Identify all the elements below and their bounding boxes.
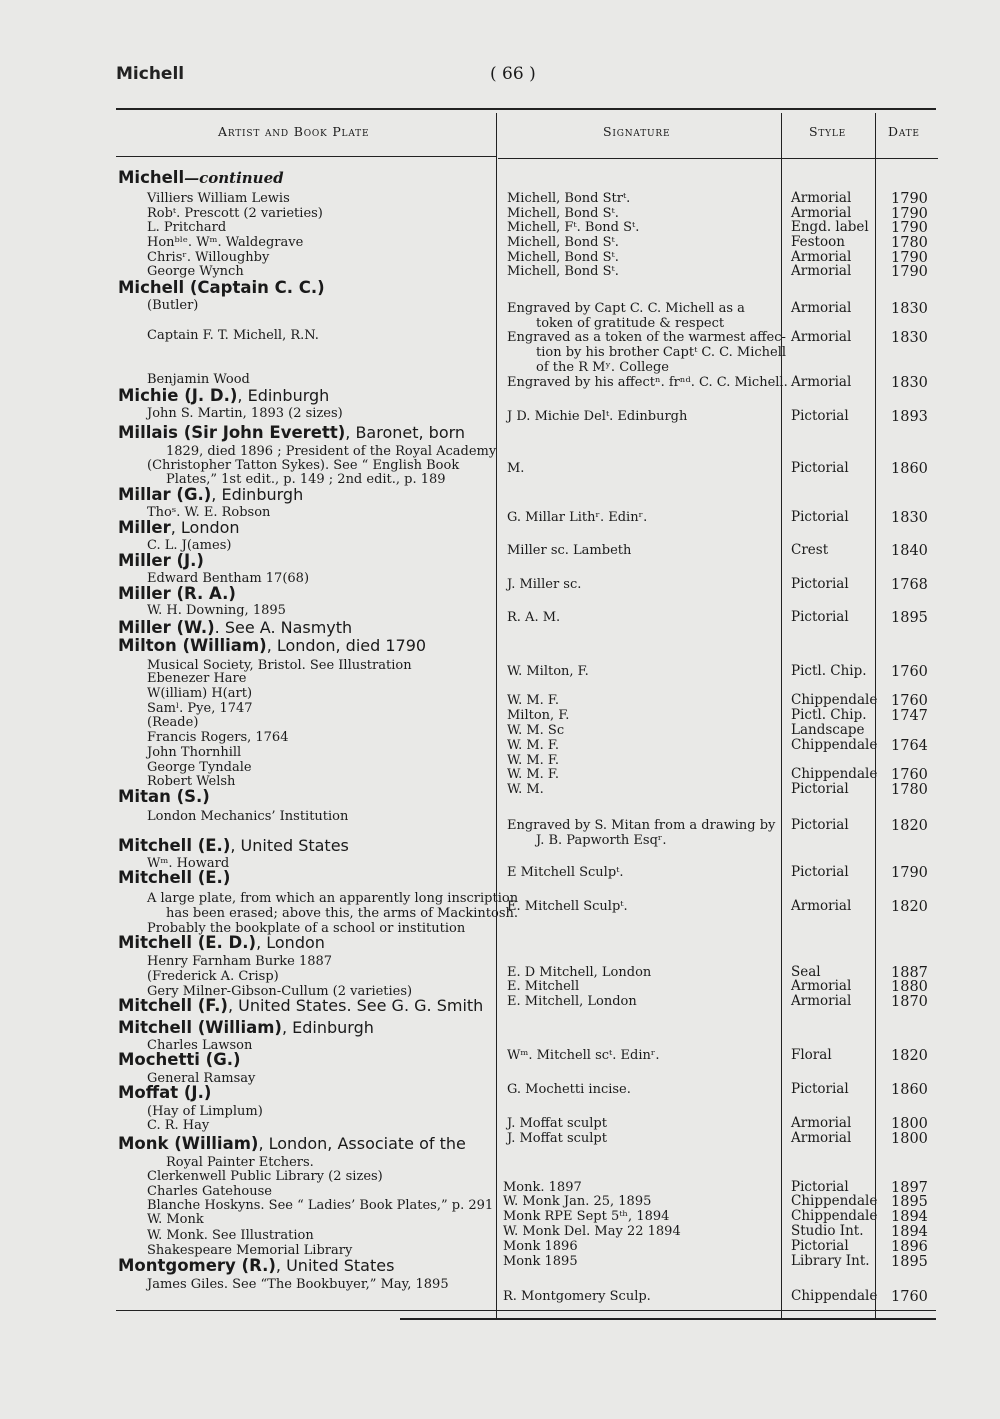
engraver-name: Miller (W.) bbox=[118, 618, 215, 637]
engraver-detail: , Edinburgh bbox=[281, 1018, 374, 1037]
bookplate-owner: Royal Painter Etchers. bbox=[166, 1155, 314, 1170]
plate-style: Armorial bbox=[791, 300, 852, 316]
plate-style: Armorial bbox=[791, 249, 852, 265]
signature-text: G. Mochetti incise. bbox=[507, 1082, 631, 1097]
signature-text: Wᵐ. Mitchell scᵗ. Edinʳ. bbox=[507, 1048, 660, 1063]
plate-style: Armorial bbox=[791, 978, 852, 994]
plate-style: Landscape bbox=[791, 722, 865, 738]
signature-text: Engraved as a token of the warmest affec- bbox=[507, 330, 786, 345]
bookplate-owner: Musical Society, Bristol. See Illustration bbox=[147, 658, 412, 673]
plate-style: Chippendale bbox=[791, 1208, 878, 1224]
signature-text: E Mitchell Sculpᵗ. bbox=[507, 865, 624, 880]
bookplate-owner: Francis Rogers, 1764 bbox=[147, 730, 289, 745]
plate-style: Pictorial bbox=[791, 1179, 849, 1195]
plate-style: Armorial bbox=[791, 329, 852, 345]
signature-text: Miller sc. Lambeth bbox=[507, 543, 632, 558]
signature-text: token of gratitude & respect bbox=[536, 316, 725, 331]
entry-heading bbox=[118, 870, 230, 887]
bookplate-owner: Gery Milner-Gibson-Cullum (2 varieties) bbox=[147, 984, 413, 999]
entry-heading bbox=[118, 1085, 211, 1102]
bookplate-owner: Probably the bookplate of a school or institution bbox=[147, 921, 466, 936]
bookplate-owner: Robert Welsh bbox=[147, 774, 236, 789]
page-number: ( 66 ) bbox=[490, 64, 536, 84]
engraver-detail: —continued bbox=[184, 169, 284, 187]
engraver-name: Miller (R. A.) bbox=[118, 584, 236, 603]
signature-text: W. Monk Jan. 25, 1895 bbox=[503, 1194, 652, 1209]
bookplate-owner: Chrisʳ. Willoughby bbox=[147, 250, 270, 265]
entry-heading bbox=[118, 170, 284, 187]
plate-style: Pictorial bbox=[791, 460, 849, 476]
bookplate-owner: Thoˢ. W. E. Robson bbox=[147, 505, 271, 520]
col-header-style: Style bbox=[809, 124, 847, 139]
bookplate-owner: Henry Farnham Burke 1887 bbox=[147, 954, 333, 969]
bookplate-owner: (Christopher Tatton Sykes). See “ English Book bbox=[147, 458, 460, 473]
engraver-name: Monk (William) bbox=[118, 1134, 259, 1153]
bookplate-owner: General Ramsay bbox=[147, 1071, 256, 1086]
plate-style: Engd. label bbox=[791, 219, 869, 235]
bookplate-owner: Charles Lawson bbox=[147, 1038, 253, 1053]
signature-text: W. M. F. bbox=[507, 693, 560, 708]
engraver-name: Moffat (J.) bbox=[118, 1083, 212, 1102]
engraver-name: Michie (J. D.) bbox=[118, 386, 238, 405]
entry-heading bbox=[118, 586, 236, 603]
plate-style: Chippendale bbox=[791, 766, 878, 782]
entry-heading bbox=[118, 935, 325, 952]
bookplate-owner: C. R. Hay bbox=[147, 1118, 210, 1133]
bookplate-owner: Wᵐ. Howard bbox=[147, 856, 230, 871]
plate-date: 1820 bbox=[891, 818, 928, 834]
bookplate-owner: Ebenezer Hare bbox=[147, 671, 247, 686]
header-rule-right bbox=[498, 158, 938, 159]
plate-style: Pictorial bbox=[791, 864, 849, 880]
entry-heading bbox=[118, 638, 426, 655]
engraver-detail: . See A. Nasmyth bbox=[214, 618, 353, 637]
bookplate-owner: John S. Martin, 1893 (2 sizes) bbox=[147, 406, 343, 421]
engraver-name: Mitchell (F.) bbox=[118, 996, 228, 1015]
plate-style: Armorial bbox=[791, 263, 852, 279]
plate-style: Pictorial bbox=[791, 509, 849, 525]
plate-date: 1895 bbox=[891, 1194, 928, 1210]
col-divider-1 bbox=[496, 113, 497, 1318]
plate-date: 1840 bbox=[891, 543, 928, 559]
plate-date: 1896 bbox=[891, 1239, 928, 1255]
engraver-detail: , London bbox=[256, 933, 325, 952]
signature-text: E. D Mitchell, London bbox=[507, 965, 652, 980]
signature-text: Michell, Bond Sᵗ. bbox=[507, 235, 619, 250]
header-rule-left bbox=[116, 156, 496, 157]
plate-date: 1870 bbox=[891, 994, 928, 1010]
plate-style: Pictorial bbox=[791, 1238, 849, 1254]
engraver-name: Millar (G.) bbox=[118, 485, 212, 504]
engraver-detail: , London bbox=[170, 518, 240, 537]
engraver-detail: , Edinburgh bbox=[237, 386, 330, 405]
plate-style: Armorial bbox=[791, 374, 852, 390]
bookplate-owner: 1829, died 1896 ; President of the Royal Academy bbox=[166, 444, 497, 459]
plate-style: Chippendale bbox=[791, 737, 878, 753]
signature-text: tion by his brother Captᵗ C. C. Michell bbox=[536, 345, 787, 360]
engraver-name: Millais (Sir John Everett) bbox=[118, 423, 346, 442]
plate-style: Crest bbox=[791, 542, 829, 558]
plate-date: 1760 bbox=[891, 767, 928, 783]
bookplate-owner: Villiers William Lewis bbox=[147, 191, 290, 206]
plate-style: Armorial bbox=[791, 1115, 852, 1131]
entry-heading bbox=[118, 789, 210, 806]
engraver-name: Mochetti (G.) bbox=[118, 1050, 241, 1069]
engraver-detail: , United States. See G. G. Smith bbox=[227, 996, 484, 1015]
signature-text: R. A. M. bbox=[507, 610, 561, 625]
plate-date: 1780 bbox=[891, 235, 928, 251]
plate-date: 1830 bbox=[891, 510, 928, 526]
plate-date: 1830 bbox=[891, 330, 928, 346]
engraver-name: Mitchell (E.) bbox=[118, 836, 231, 855]
engraver-name: Montgomery (R.) bbox=[118, 1256, 276, 1275]
signature-text: W. M. F. bbox=[507, 738, 560, 753]
signature-text: Michell, Bond Sᵗ. bbox=[507, 264, 619, 279]
bookplate-owner: (Reade) bbox=[147, 715, 199, 730]
signature-text: Michell, Bond Sᵗ. bbox=[507, 206, 619, 221]
engraver-detail: , London, died 1790 bbox=[266, 636, 427, 655]
plate-style: Armorial bbox=[791, 1130, 852, 1146]
engraver-name: Miller (J.) bbox=[118, 551, 204, 570]
plate-date: 1747 bbox=[891, 708, 928, 724]
plate-style: Chippendale bbox=[791, 1193, 878, 1209]
bookplate-owner: Benjamin Wood bbox=[147, 372, 250, 387]
signature-text: M. bbox=[507, 461, 525, 476]
col-divider-2 bbox=[781, 113, 782, 1318]
col-divider-3 bbox=[875, 113, 876, 1318]
plate-style: Pictl. Chip. bbox=[791, 663, 867, 679]
plate-style: Chippendale bbox=[791, 1288, 878, 1304]
signature-text: Monk 1895 bbox=[503, 1254, 578, 1269]
signature-text: J. Moffat sculpt bbox=[507, 1116, 607, 1131]
plate-style: Armorial bbox=[791, 205, 852, 221]
entry-heading bbox=[118, 553, 204, 570]
plate-date: 1760 bbox=[891, 1289, 928, 1305]
signature-text: E. Mitchell, London bbox=[507, 994, 637, 1009]
signature-text: Michell, Bond Strᵗ. bbox=[507, 191, 631, 206]
bookplate-owner: W. H. Downing, 1895 bbox=[147, 603, 286, 618]
bookplate-owner: Shakespeare Memorial Library bbox=[147, 1243, 353, 1258]
bottom-rule bbox=[116, 1310, 936, 1311]
engraver-name: Michell bbox=[118, 168, 185, 187]
plate-style: Pictorial bbox=[791, 408, 849, 424]
plate-style: Floral bbox=[791, 1047, 832, 1063]
plate-date: 1780 bbox=[891, 782, 928, 798]
plate-date: 1790 bbox=[891, 865, 928, 881]
plate-date: 1790 bbox=[891, 220, 928, 236]
signature-text: Engraved by Capt C. C. Michell as a bbox=[507, 301, 745, 316]
bookplate-owner: W. Monk bbox=[147, 1212, 204, 1227]
signature-text: J. B. Papworth Esqʳ. bbox=[536, 833, 667, 848]
bookplate-owner: A large plate, from which an apparently long inscription bbox=[147, 891, 519, 906]
plate-date: 1790 bbox=[891, 191, 928, 207]
engraver-detail: , Edinburgh bbox=[211, 485, 304, 504]
plate-style: Chippendale bbox=[791, 692, 878, 708]
entry-heading bbox=[118, 1136, 466, 1153]
bookplate-owner: has been erased; above this, the arms of Mackintosh. bbox=[166, 906, 519, 921]
entry-heading bbox=[118, 280, 325, 297]
plate-style: Armorial bbox=[791, 993, 852, 1009]
signature-text: W. M. F. bbox=[507, 753, 560, 768]
plate-date: 1895 bbox=[891, 1254, 928, 1270]
entry-heading bbox=[118, 998, 483, 1015]
signature-text: J. Moffat sculpt bbox=[507, 1131, 607, 1146]
bookplate-owner: (Frederick A. Crisp) bbox=[147, 969, 279, 984]
plate-date: 1800 bbox=[891, 1116, 928, 1132]
bookplate-owner: George Tyndale bbox=[147, 760, 252, 775]
plate-date: 1895 bbox=[891, 610, 928, 626]
plate-date: 1897 bbox=[891, 1180, 928, 1196]
plate-date: 1790 bbox=[891, 264, 928, 280]
plate-date: 1893 bbox=[891, 409, 928, 425]
signature-text: of the R Mʸ. College bbox=[536, 360, 669, 375]
plate-date: 1887 bbox=[891, 965, 928, 981]
engraver-name: Mitchell (E. D.) bbox=[118, 933, 257, 952]
signature-text: E. Mitchell Sculpᵗ. bbox=[507, 899, 628, 914]
engraver-name: Milton (William) bbox=[118, 636, 267, 655]
bookplate-owner: Plates,” 1st edit., p. 149 ; 2nd edit., p. 189 bbox=[166, 472, 446, 487]
engraver-name: Mitan (S.) bbox=[118, 787, 210, 806]
bookplate-owner: Charles Gatehouse bbox=[147, 1184, 272, 1199]
bottom-rule-2 bbox=[400, 1318, 936, 1320]
running-head-name: Michell bbox=[116, 64, 185, 84]
signature-text: Engraved by S. Mitan from a drawing by bbox=[507, 818, 776, 833]
plate-date: 1830 bbox=[891, 375, 928, 391]
plate-style: Pictorial bbox=[791, 609, 849, 625]
plate-style: Armorial bbox=[791, 898, 852, 914]
signature-text: R. Montgomery Sculp. bbox=[503, 1289, 651, 1304]
signature-text: Monk RPE Sept 5ᵗʰ, 1894 bbox=[503, 1209, 670, 1224]
engraver-detail: , London, Associate of the bbox=[258, 1134, 466, 1153]
bookplate-owner: London Mechanics’ Institution bbox=[147, 809, 349, 824]
plate-style: Library Int. bbox=[791, 1253, 870, 1269]
engraver-detail: , United States bbox=[230, 836, 349, 855]
signature-text: W. M. bbox=[507, 782, 544, 797]
top-rule bbox=[116, 108, 936, 110]
bookplate-owner: George Wynch bbox=[147, 264, 244, 279]
plate-date: 1830 bbox=[891, 301, 928, 317]
plate-date: 1760 bbox=[891, 664, 928, 680]
col-header-signature: Signature bbox=[603, 124, 671, 139]
entry-heading bbox=[118, 1020, 374, 1037]
plate-date: 1790 bbox=[891, 206, 928, 222]
bookplate-owner: Clerkenwell Public Library (2 sizes) bbox=[147, 1169, 383, 1184]
engraver-detail: , United States bbox=[275, 1256, 395, 1275]
plate-date: 1768 bbox=[891, 577, 928, 593]
bookplate-owner: (Hay of Limplum) bbox=[147, 1104, 263, 1119]
engraver-name: Mitchell (E.) bbox=[118, 868, 231, 887]
plate-date: 1860 bbox=[891, 461, 928, 477]
signature-text: W. Milton, F. bbox=[507, 664, 589, 679]
bookplate-owner: C. L. J(ames) bbox=[147, 538, 232, 553]
plate-date: 1760 bbox=[891, 693, 928, 709]
bookplate-owner: James Giles. See “The Bookbuyer,” May, 1895 bbox=[147, 1277, 449, 1292]
plate-date: 1800 bbox=[891, 1131, 928, 1147]
engraver-detail: , Baronet, born bbox=[345, 423, 466, 442]
signature-text: J. Miller sc. bbox=[507, 577, 582, 592]
signature-text: Engraved by his affectⁿ. frⁿᵈ. C. C. Michell. bbox=[507, 375, 788, 390]
plate-style: Studio Int. bbox=[791, 1223, 864, 1239]
plate-style: Festoon bbox=[791, 234, 845, 250]
plate-style: Pictorial bbox=[791, 576, 849, 592]
bookplate-owner: W(illiam) H(art) bbox=[147, 686, 253, 701]
signature-text: J D. Michie Delᵗ. Edinburgh bbox=[507, 409, 688, 424]
plate-date: 1764 bbox=[891, 738, 928, 754]
plate-style: Pictorial bbox=[791, 817, 849, 833]
signature-text: Monk. 1897 bbox=[503, 1180, 582, 1195]
bookplate-owner: Robᵗ. Prescott (2 varieties) bbox=[147, 206, 323, 221]
signature-text: Milton, F. bbox=[507, 708, 570, 723]
entry-heading bbox=[118, 838, 349, 855]
plate-style: Pictl. Chip. bbox=[791, 707, 867, 723]
plate-style: Pictorial bbox=[791, 781, 849, 797]
entry-heading bbox=[118, 388, 329, 405]
entry-heading bbox=[118, 1258, 394, 1275]
signature-text: Michell, Bond Sᵗ. bbox=[507, 250, 619, 265]
bookplate-owner: Captain F. T. Michell, R.N. bbox=[147, 328, 319, 343]
plate-date: 1880 bbox=[891, 979, 928, 995]
entry-heading bbox=[118, 425, 465, 442]
signature-text: Monk 1896 bbox=[503, 1239, 578, 1254]
signature-text: W. Monk Del. May 22 1894 bbox=[503, 1224, 681, 1239]
bookplate-owner: W. Monk. See Illustration bbox=[147, 1228, 314, 1243]
signature-text: Michell, Fᵗ. Bond Sᵗ. bbox=[507, 220, 640, 235]
bookplate-owner: L. Pritchard bbox=[147, 220, 227, 235]
plate-style: Pictorial bbox=[791, 1081, 849, 1097]
signature-text: W. M. Sc bbox=[507, 723, 565, 738]
bookplate-owner: (Butler) bbox=[147, 298, 199, 313]
bookplate-owner: Samˡ. Pye, 1747 bbox=[147, 701, 253, 716]
plate-style: Armorial bbox=[791, 190, 852, 206]
signature-text: W. M. F. bbox=[507, 767, 560, 782]
plate-date: 1820 bbox=[891, 1048, 928, 1064]
entry-heading bbox=[118, 487, 303, 504]
plate-date: 1894 bbox=[891, 1224, 928, 1240]
signature-text: E. Mitchell bbox=[507, 979, 580, 994]
plate-date: 1820 bbox=[891, 899, 928, 915]
entry-heading bbox=[118, 1052, 241, 1069]
col-header-artist: Artist and Book Plate bbox=[218, 124, 370, 139]
entry-heading bbox=[118, 520, 240, 537]
col-header-date: Date bbox=[888, 124, 920, 139]
signature-text: G. Millar Lithʳ. Edinʳ. bbox=[507, 510, 648, 525]
entry-heading bbox=[118, 620, 352, 637]
plate-date: 1860 bbox=[891, 1082, 928, 1098]
plate-date: 1894 bbox=[891, 1209, 928, 1225]
bookplate-owner: Honᵇˡᵉ. Wᵐ. Waldegrave bbox=[147, 235, 304, 250]
engraver-name: Michell (Captain C. C.) bbox=[118, 278, 325, 297]
plate-style: Seal bbox=[791, 964, 821, 980]
engraver-name: Mitchell (William) bbox=[118, 1018, 282, 1037]
bookplate-owner: Blanche Hoskyns. See “ Ladies’ Book Plates,” p. 291 bbox=[147, 1198, 494, 1213]
bookplate-owner: Edward Bentham 17(68) bbox=[147, 571, 310, 586]
engraver-name: Miller bbox=[118, 518, 171, 537]
bookplate-owner: John Thornhill bbox=[147, 745, 242, 760]
plate-date: 1790 bbox=[891, 250, 928, 266]
